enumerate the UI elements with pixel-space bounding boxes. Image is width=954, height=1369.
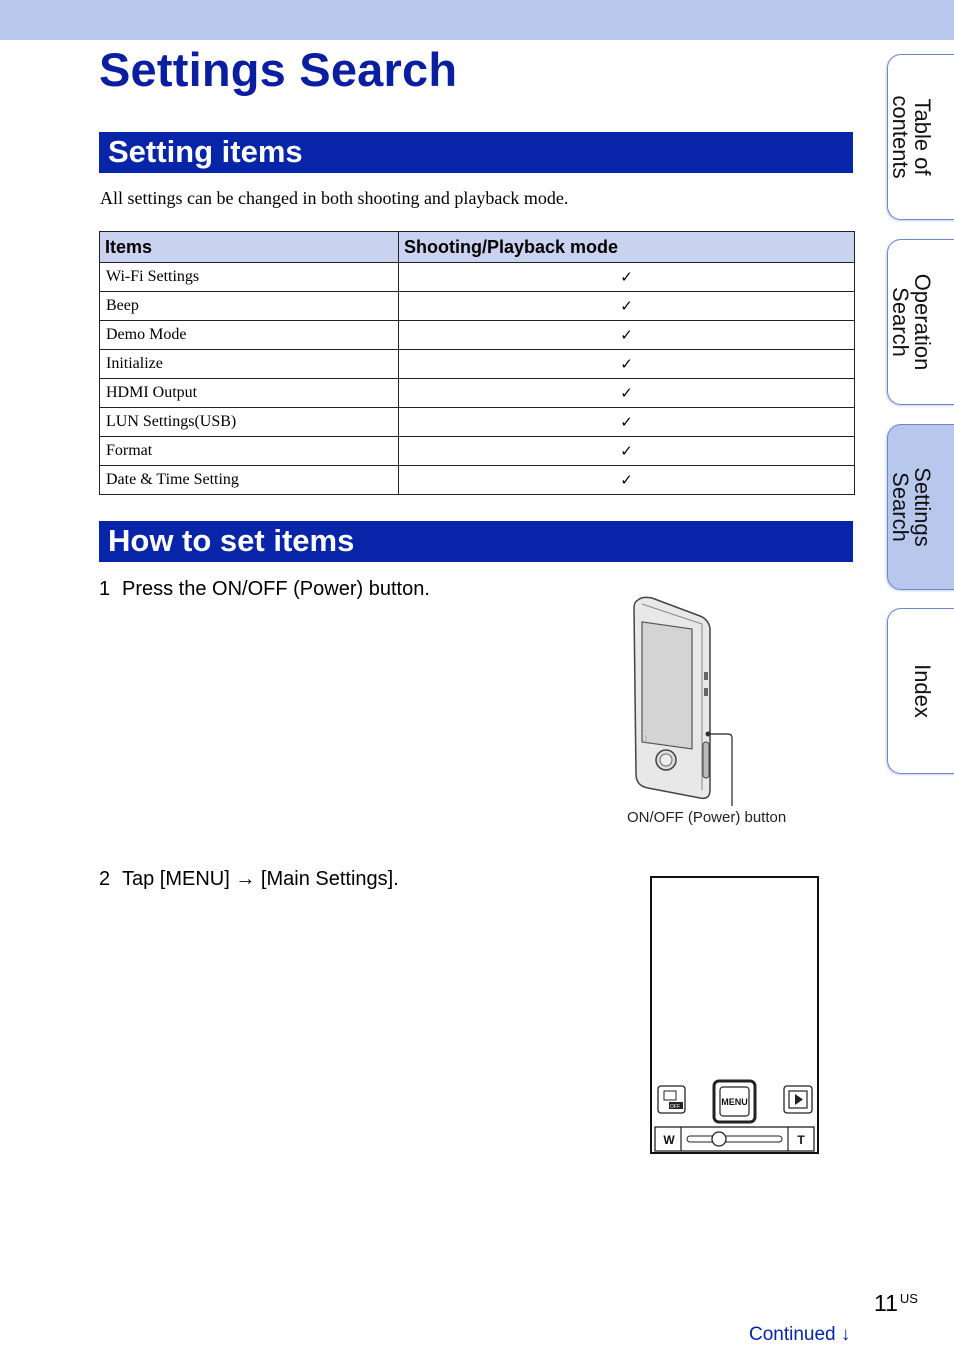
continued-link[interactable]: Continued ↓ <box>749 1324 851 1345</box>
table-row <box>100 350 855 379</box>
power-button-caption: ON/OFF (Power) button <box>627 809 787 826</box>
page-number: 11 $^{US}$ <box>874 1290 918 1316</box>
column-header-mode: Shooting/Playback mode <box>399 232 855 263</box>
tab-label: Index <box>910 664 935 718</box>
setting-item-name: LUN Settings(USB) <box>100 408 399 437</box>
check-mark-icon: ✓ <box>399 408 855 437</box>
section-heading-setting-items: Setting items <box>99 132 853 173</box>
camera-illustration <box>628 592 740 808</box>
check-mark-icon: ✓ <box>399 379 855 408</box>
table-row <box>100 292 855 321</box>
setting-item-name: Date & Time Setting <box>100 466 399 495</box>
table-row <box>100 408 855 437</box>
setting-item-name: Initialize <box>100 350 399 379</box>
screen-illustration <box>650 876 820 1156</box>
check-mark-icon: ✓ <box>399 437 855 466</box>
table-header-row <box>100 232 855 263</box>
step-text: Tap [MENU] → [Main Settings]. <box>122 868 399 890</box>
column-header-items: Items <box>100 232 399 263</box>
tab-operation-search[interactable] <box>887 239 954 405</box>
check-mark-icon: ✓ <box>399 466 855 495</box>
step-number: 1 <box>99 578 111 600</box>
svg-text:⋮: ⋮ <box>643 736 649 742</box>
intro-text: All settings can be changed in both shooting and playback mode. <box>100 188 569 208</box>
off-label: OFF <box>670 1104 680 1110</box>
table-row <box>100 466 855 495</box>
tab-index[interactable] <box>887 608 954 774</box>
setting-item-name: Beep <box>100 292 399 321</box>
section-heading-how-to-set-items: How to set items <box>99 521 853 562</box>
check-mark-icon: ✓ <box>399 292 855 321</box>
setting-item-name: Format <box>100 437 399 466</box>
tab-table-of-contents[interactable] <box>887 54 954 220</box>
setting-item-name: Wi-Fi Settings <box>100 263 399 292</box>
settings-table <box>99 231 855 495</box>
page-region-suffix: US <box>899 1291 918 1306</box>
zoom-wide-label: W <box>663 1133 675 1147</box>
step-text: Press the ON/OFF (Power) button. <box>122 578 430 600</box>
table-row <box>100 379 855 408</box>
tab-label: Table of contents <box>888 95 935 179</box>
check-mark-icon: ✓ <box>399 321 855 350</box>
table-row <box>100 263 855 292</box>
tab-label: Settings Search <box>888 467 935 547</box>
step-2 <box>99 868 399 891</box>
page-title: Settings Search <box>99 43 458 96</box>
tab-label: Operation Search <box>888 273 935 371</box>
setting-item-name: Demo Mode <box>100 321 399 350</box>
table-row <box>100 321 855 350</box>
top-band <box>0 0 954 40</box>
zoom-tele-label: T <box>797 1133 805 1147</box>
check-mark-icon: ✓ <box>399 350 855 379</box>
check-mark-icon: ✓ <box>399 263 855 292</box>
table-row <box>100 437 855 466</box>
step-1 <box>99 578 430 601</box>
step-number: 2 <box>99 868 111 890</box>
menu-label: MENU <box>721 1097 748 1107</box>
setting-item-name: HDMI Output <box>100 379 399 408</box>
tab-settings-search[interactable] <box>887 424 954 590</box>
